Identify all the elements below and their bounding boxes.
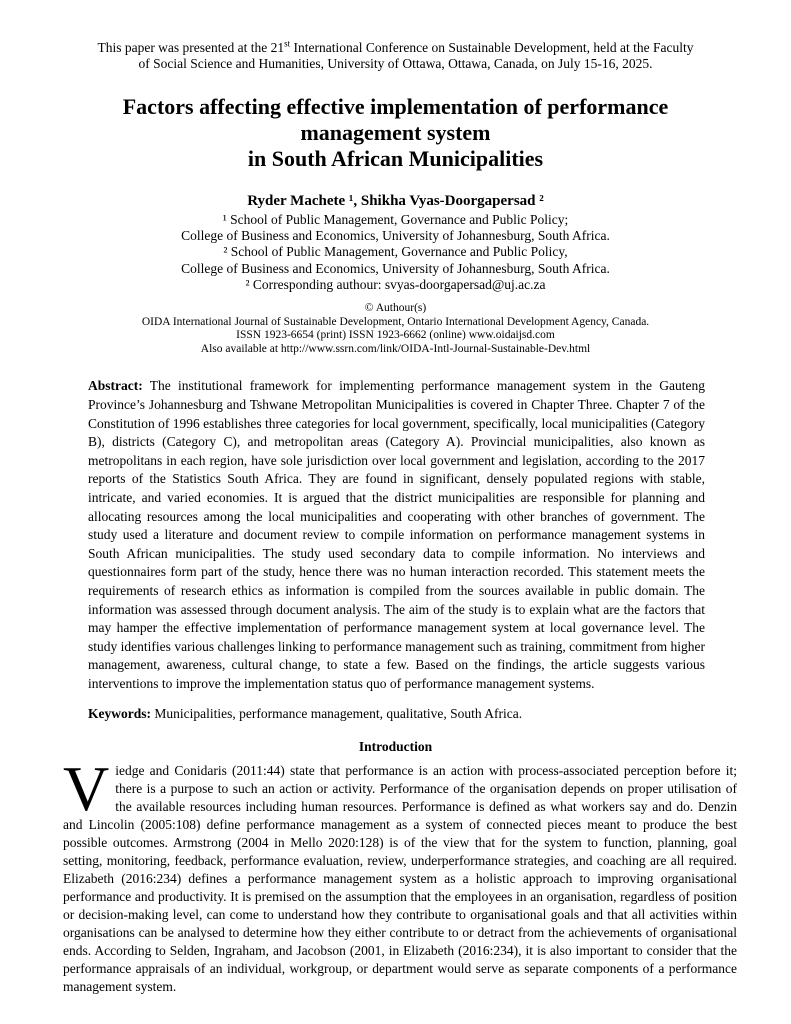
issn-line: ISSN 1923-6654 (print) ISSN 1923-6662 (online) www.oidaijsd.com xyxy=(236,329,555,342)
introduction-text: iedge and Conidaris (2011:44) state that performance is an action with process-associated perception before it; there is a purpose to such an action or activity. Performance of the organisation depends on proper utilisation of the available resources including human resources. Performance is defined as what workers say and do. Denzin and Lincolin (2005:108) define performance management as a system of connected pieces meant to produce the best possible outcomes. Armstrong (2004 in Mello 2020:128) is of the view that for the system to function, planning, goal setting, monitoring, feedback, performance evaluation, review, underperformance strategies, and coaching are all required. Elizabeth (2016:234) defines a performance management system as a holistic approach to improving organisational performance and productivity. It is premised on the assumption that the employees in an organisation, regardless of position or decision-making level, can come to understand how they contribute to organisational goals and that all activities within organisations can be analysed to determine how they either contribute to or detract from the achievements of organisational ends. According to Selden, Ingraham, and Jacobson (2001, in Elizabeth (2016:234), it is also important to consider that the performance appraisals of an individual, workgroup, or department would serve as separate components of a performance management system. xyxy=(63,763,737,995)
keywords-text: Municipalities, performance management, qualitative, South Africa. xyxy=(151,706,523,722)
paper-title xyxy=(40,94,751,172)
section-heading-introduction: Introduction xyxy=(358,739,433,755)
journal-name-line: OIDA International Journal of Sustainable Development, Ontario International Development Agency, Canada. xyxy=(141,315,650,328)
conference-note xyxy=(93,40,699,72)
affiliation-line: ¹ School of Public Management, Governance and Public Policy; xyxy=(222,212,569,227)
keywords-label: Keywords: xyxy=(88,706,151,722)
paper-title-line-3: in South African Municipalities xyxy=(247,146,544,171)
keywords-line xyxy=(88,705,705,723)
paper-title-line-2: management system xyxy=(300,120,491,145)
abstract-text: The institutional framework for implementing performance management system in the Gauteng Province’s Johannesburg and Tshwane Metropolitan Municipalities is covered in Chapter Three. Chapter 7 of the Constitution of 1996 establishes three categories for local government, specifically, local municipalities (Category B), districts (Category C), and metropolitan areas (Category A). Provincial municipalities, also known as metropolitans in each region, have sole jurisdiction over local government and legislation, according to the 2017 reports of the Statistics South Africa. They are found in significant, densely populated regions with stable, intricate, and varied economies. It is argued that the district municipalities are responsible for planning and allocating resources among the local municipalities and cooperating with other branches of government. The study used a literature and document review to compile information on performance management systems in South African municipalities. The study used secondary data to compile information. No interviews and questionnaires form part of the study, hence there was no human interaction recorded. This statement meets the requirements of research ethics as information is compiled from the sources available in public domain. The information was assessed through document analysis. The aim of the study is to explain what are the factors that may hamper the effective implementation of performance management system at local governance level. The study identifies various challenges linking to performance management such as training, commitment from higher management, awareness, cultural change, to state a few. Based on the findings, the article suggests various interventions to improve the implementation status quo of performance management systems. xyxy=(88,378,705,691)
affiliation-line: ² School of Public Management, Governance and Public Policy, xyxy=(223,244,568,260)
author-names: Ryder Machete ¹, Shikha Vyas-Doorgapersad ² xyxy=(247,193,544,209)
ordinal-superscript: st xyxy=(284,38,291,49)
availability-line: Also available at http://www.ssrn.com/link/OIDA-Intl-Journal-Sustainable-Dev.html xyxy=(200,342,591,355)
copyright-line: © Authour(s) xyxy=(364,302,427,315)
corresponding-author-line: ² Corresponding authour: svyas-doorgapersad@uj.ac.za xyxy=(245,276,546,292)
paper-title-line-1: Factors affecting effective implementation of performance xyxy=(122,94,669,119)
affiliation-line: College of Business and Economics, University of Johannesburg, South Africa. xyxy=(181,228,610,244)
introduction-paragraph xyxy=(63,753,737,996)
affiliations-block xyxy=(0,212,791,293)
conference-note-text-cont: International Conference on Sustainable Development, held at the Faculty of Social Science and Humanities, University of Ottawa, Ottawa, Canada, on July 15-16, 2025. xyxy=(138,40,694,71)
abstract-paragraph xyxy=(88,377,705,693)
abstract-label: Abstract: xyxy=(88,378,143,394)
conference-note-text: This paper was presented at the 21 xyxy=(97,40,285,55)
dropcap-letter: V xyxy=(63,753,110,825)
journal-imprint-block xyxy=(0,302,791,356)
affiliation-line: College of Business and Economics, University of Johannesburg, South Africa. xyxy=(181,260,610,276)
